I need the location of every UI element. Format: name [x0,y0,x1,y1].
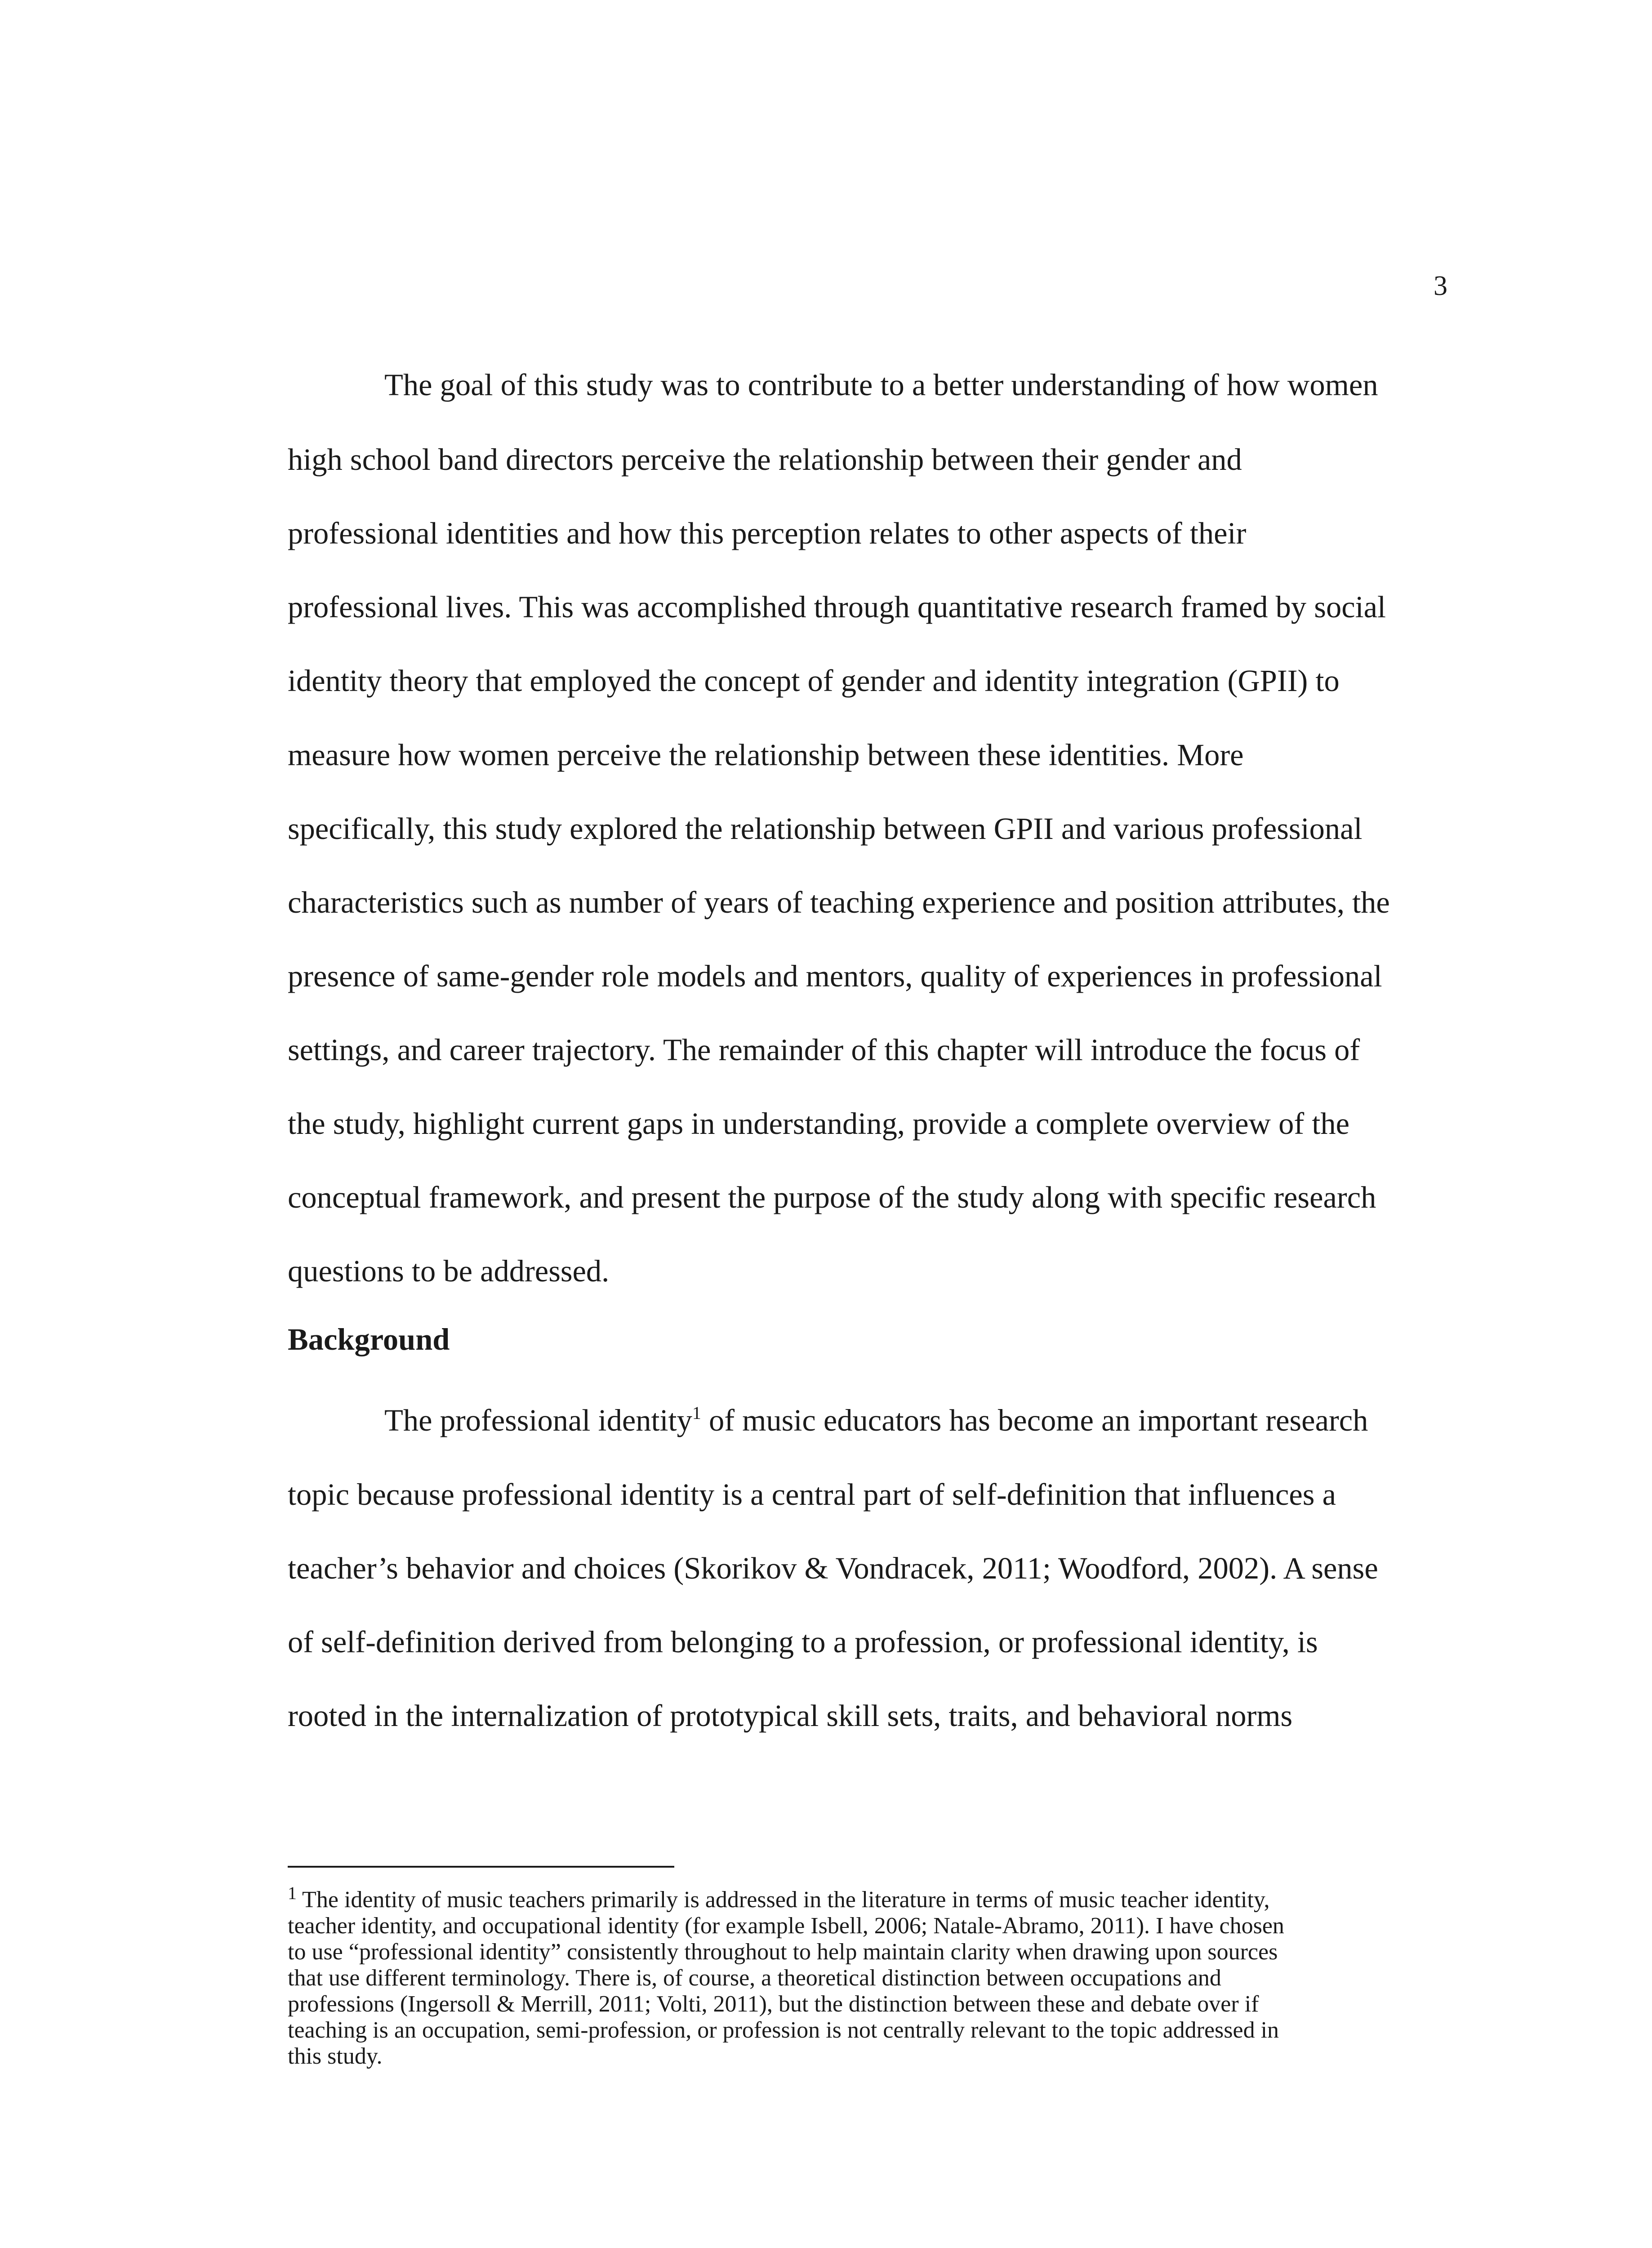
intro-line-12: conceptual framework, and present the purpose of the study along with specific research [288,1180,1376,1214]
intro-line-10: settings, and career trajectory. The remainder of this chapter will introduce the focus of [288,1033,1360,1067]
background-line-2: topic because professional identity is a central part of self-definition that influences a [288,1477,1336,1512]
background-line-1-end: of music educators has become an important research [701,1403,1368,1437]
footnote-reference[interactable]: 1 [692,1403,701,1423]
footnote-line-5: professions (Ingersoll & Merrill, 2011; Volti, 2011), but the distinction between these and debate over if [288,1991,1259,2017]
background-line-1 [384,1405,1368,1436]
intro-line-7: specifically, this study explored the relationship between GPII and various professional [288,812,1363,846]
footnote-line-1-text: The identity of music teachers primarily is addressed in the literature in terms of music teacher identity, [297,1887,1270,1913]
intro-line-8: characteristics such as number of years of teaching experience and position attributes, the [288,885,1390,919]
intro-line-3: professional identities and how this perception relates to other aspects of their [288,516,1247,550]
footnote-mark: 1 [288,1883,297,1903]
footnote-line-4: that use different terminology. There is, of course, a theoretical distinction between occupations and [288,1965,1221,1991]
footnote-line-1 [288,1883,1270,1913]
intro-line-9: presence of same-gender role models and mentors, quality of experiences in professional [288,959,1382,993]
intro-line-4: professional lives. This was accomplished through quantitative research framed by social [288,590,1386,624]
page-number: 3 [1434,271,1447,301]
footnote-line-6: teaching is an occupation, semi-profession, or profession is not centrally relevant to the topic addressed in [288,2017,1279,2043]
footnote-separator [288,1866,674,1868]
footnote-line-3: to use “professional identity” consistently throughout to help maintain clarity when drawing upon sources [288,1939,1278,1965]
background-line-5: rooted in the internalization of prototypical skill sets, traits, and behavioral norms [288,1699,1293,1733]
background-line-4: of self-definition derived from belonging to a profession, or professional identity, is [288,1625,1318,1659]
intro-line-2: high school band directors perceive the relationship between their gender and [288,442,1242,477]
intro-line-6: measure how women perceive the relationship between these identities. More [288,738,1244,772]
background-line-3: teacher’s behavior and choices (Skorikov & Vondracek, 2011; Woodford, 2002). A sense [288,1551,1378,1585]
intro-line-5: identity theory that employed the concept of gender and identity integration (GPII) to [288,664,1340,698]
intro-line-13: questions to be addressed. [288,1254,610,1288]
footnote-line-7: this study. [288,2043,383,2069]
intro-line-11: the study, highlight current gaps in understanding, provide a complete overview of the [288,1106,1350,1141]
intro-line-1: The goal of this study was to contribute to a better understanding of how women [384,368,1378,402]
background-line-1-start: The professional identity [384,1403,692,1437]
section-heading-background: Background [288,1322,450,1356]
footnote-line-2: teacher identity, and occupational identity (for example Isbell, 2006; Natale-Abramo, 2011). I have chosen [288,1913,1284,1939]
